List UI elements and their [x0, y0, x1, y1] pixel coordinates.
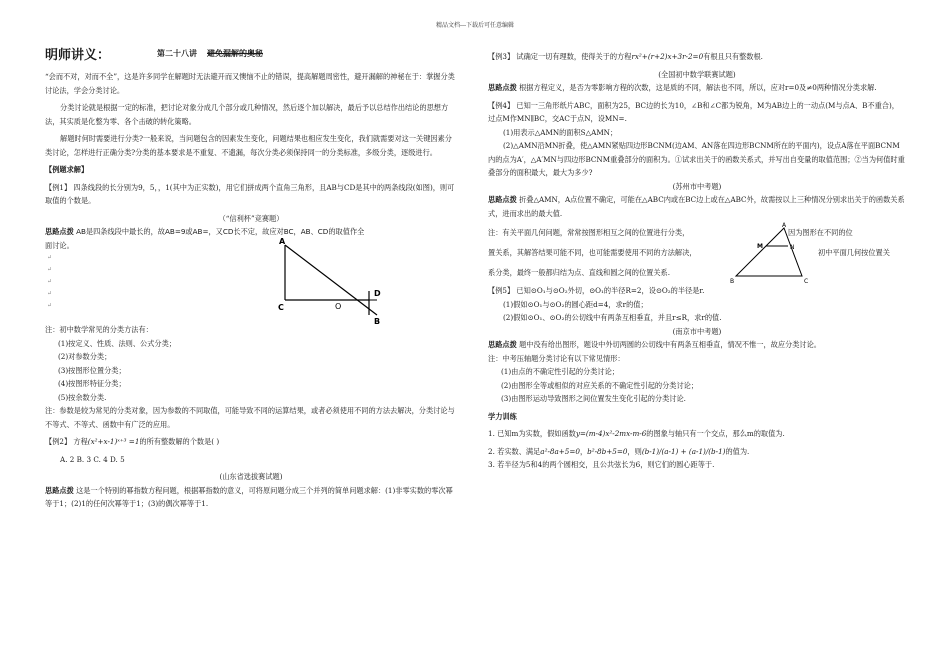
list-item: (4)按图形特征分类； — [58, 379, 126, 388]
example-3-text — [488, 50, 906, 64]
example-4-note-block — [488, 222, 906, 284]
question-1-pre: 1. 已知m为实数，假如函数 — [488, 429, 576, 438]
training-question-3: 3. 若半径为5和4的两个圆相交，且公共弦长为6，则它们的圆心距等于. — [488, 460, 715, 469]
training-question-2: 2. 若实数、满足a²-8a+5=0，b²-8b+5=0，则(b-1)/(a-1) + (a-1)/(b-1)的值为. — [488, 446, 750, 456]
question-2-post: 的值为. — [725, 446, 750, 456]
title-row — [45, 40, 457, 66]
training-heading: 学力训练 — [488, 411, 517, 421]
hint-text: 这是一个特别的幂指数方程问题，根据幂指数的意义，可将原问题分成三个并列的简单问题求解：(1)非零实数的零次幂等于1；(2)1的任何次幂等于1；(3)的偶次幂等于1. — [45, 485, 453, 508]
example-1-figure — [277, 235, 389, 325]
example-5-hint — [488, 338, 906, 352]
hint-text: 折叠△AMN，A点位置不确定，可能在△ABC内或在BC边上或在△ABC外，故需按以上三种情况分别求出关于的函数关系式，进而求出的最大值. — [488, 195, 905, 218]
example-2-hint — [45, 484, 457, 511]
question-2-pre: 2. 若实数、满足 — [488, 446, 541, 456]
note-1-list — [45, 337, 457, 405]
example-2-post: 的所有整数解的个数是( ) — [139, 437, 220, 446]
example-4-q1: (1)用表示△AMN的面积S△AMN； — [503, 127, 618, 137]
example-3-source: (全国初中数学联赛试题) — [658, 69, 736, 79]
note-1-intro: 注：初中数学常见的分类方法有： — [45, 325, 153, 334]
paragraph-mark: ↵ — [47, 290, 53, 297]
hint-label: 思路点拨 — [488, 195, 517, 204]
question-2-formula-1: a²-8a+5=0 — [540, 446, 580, 456]
label-b: B — [730, 278, 735, 284]
example-3-formula: rx²+(r+2)x+3r-2=0 — [631, 52, 704, 61]
label-o: O — [335, 302, 342, 311]
label-b: B — [374, 317, 381, 325]
label-c: C — [278, 303, 284, 312]
list-item: (1)按定义、性质、法则、公式分类； — [58, 338, 176, 348]
example-4-figure — [730, 222, 814, 284]
example-3-post: 有根且只有整数根. — [703, 52, 763, 61]
question-1-formula: y=(m-4)x²-2mx-m-6 — [575, 429, 647, 438]
example-2-pre: 【例2】 方程 — [45, 437, 88, 446]
example-4-text: 【例4】 已知一三角形纸片ABC，面积为25，BC边的长为10，∠B和∠C都为锐角，M为AB边上的一动点(M与点A、B不重合)，过点M作MN∥BC，交AC于点N，设MN=. — [488, 100, 899, 123]
list-item: (1)由点的不确定性引起的分类讨论； — [501, 367, 619, 376]
hint-label: 思路点拨 — [45, 485, 74, 495]
example-2-source: (山东省选拔赛试题) — [219, 472, 283, 481]
example-4-note-line-3: 系分类，最终一般都归结为点、直线和圆之间的位置关系. — [488, 268, 670, 277]
hint-label: 思路点拨 — [488, 340, 517, 349]
intro-paragraph-1: “会而不对，对而不全”，这是许多同学在解题时无法避开而又懊恼不止的错误，提高解题周密性，避开漏解的神秘在于：掌握分类讨论法，学会分类讨论。 — [45, 72, 455, 95]
example-4-note-line-1b: 因为图形在不同的位 — [788, 228, 853, 237]
example-5-source: (南京市中考题) — [672, 326, 722, 336]
lecture-heading — [157, 48, 263, 59]
example-1-hint-block — [45, 225, 457, 323]
page-banner: 精品文档---下载后可任意编辑 — [435, 22, 515, 29]
paragraph-mark: ↵ — [47, 278, 53, 285]
example-5-text: 【例5】 已知⊙O₁与⊙O₂外切，⊙O₁的半径R=2，设⊙O₂的半径是r. — [488, 286, 705, 295]
label-a: A — [782, 222, 787, 229]
training-question-1 — [488, 427, 906, 441]
examples-heading: 【例题求解】 — [45, 165, 89, 174]
list-item: (3)按图形位置分类； — [58, 365, 126, 375]
paragraph-marks — [45, 252, 457, 312]
hint-label: 思路点拨 — [488, 83, 517, 92]
left-column — [45, 40, 457, 511]
hint-label: 思路点拨 — [45, 227, 74, 236]
example-4-note-line-2b: 初中平面几何按位置关 — [818, 248, 890, 257]
example-2-text — [45, 435, 457, 449]
question-1-post: 的图象与轴只有一个交点，那么m的取值为. — [646, 429, 785, 438]
hint-text: 根据方程定义，是否为零影响方程的次数，这是质的不同，解法也不同，所以，应对r=0及≠0两种情况分类求解. — [519, 83, 877, 92]
example-3-pre: 【例3】 试确定一切有理数，使得关于的方程 — [488, 52, 632, 61]
paragraph-mark: ↵ — [47, 302, 53, 309]
right-column — [488, 40, 906, 472]
example-1-text: 【例1】 四条线段的长分别为9，5，，1(其中为正实数)，用它们拼成两个直角三角形，且AB与CD是其中的两条线段(如图)，则可取值的个数是。 — [45, 182, 455, 205]
example-4-source: (苏州市中考题) — [672, 181, 722, 191]
example-2-options: A. 2 B. 3 C. 4 D. 5 — [60, 454, 125, 464]
question-2-formula-3: (b-1)/(a-1) + (a-1)/(b-1) — [641, 446, 726, 456]
list-item: (2)由图形全等或相似的对应关系的不确定性引起的分类讨论； — [501, 380, 699, 390]
label-n: N — [790, 244, 795, 251]
intro-paragraph-3: 解题时何时需要进行分类?一般来说，当问题包含的因素发生变化，问题结果也相应发生变化，我们就需要对这一关键因素分类讨论，怎样进行正确分类?分类的基本要求是不重复、不遗漏，每次分类必须保持同一的分类标准，多级分类，逐级进行。 — [45, 134, 452, 157]
example-5-q1: (1)假如⊙O₁与⊙O₂的圆心距d=4，求r的值； — [503, 299, 648, 309]
example-1-source: （“信利杯”竞赛题） — [218, 213, 284, 223]
note-1-tail: 注：参数是较为常见的分类对象，因为参数的不同取值，可能导致不同的运算结果，或者必须使用不同的方法去解决，分类讨论与不等式、不等式、函数中有广泛的应用。 — [45, 406, 455, 429]
paragraph-mark: ↵ — [47, 266, 53, 273]
label-a: A — [279, 237, 286, 246]
example-3-hint — [488, 81, 906, 95]
question-2-formula-2: b²-8b+5=0 — [587, 446, 628, 456]
question-2-mid: ，则 — [627, 446, 642, 456]
example-4-q2: (2)△AMN沿MN折叠，使△AMN紧贴四边形BCNM(边AM、AN落在四边形BCNM所在的平面内)，设点A落在平面BCNM内的点为A′，△A′MN与四边形BCNM重叠部分的面积为。①试求出关于的函数关系式，并写出自变量的取值范围；②当为何值时重叠部分的面积最大，最大为多少? — [488, 141, 905, 177]
lecture-number: 第二十八讲 — [157, 49, 197, 58]
example-4-hint — [488, 193, 906, 220]
example-5-q2: (2)假如⊙O₁、⊙O₂的公切线中有两条互相垂直，并且r≤R，求r的值. — [503, 313, 722, 322]
list-item: (3)由图形运动导致图形之间位置发生变化引起的分类讨论. — [501, 394, 686, 403]
list-item: (5)按余数分类. — [58, 392, 107, 402]
label-c: C — [804, 278, 809, 284]
lecture-subtitle: 避免漏解的奥秘 — [207, 49, 263, 58]
intro-paragraph-2: 分类讨论就是根据一定的标准，把讨论对象分成几个部分或几种情况，然后逐个加以解决，最后予以总结作出结论的思想方法，其实质是化整为零、各个击破的转化策略。 — [45, 103, 449, 126]
hint-text: AB是四条线段中最长的，故AB=9或AB=，又CD长不定，故应对BC，AB、CD的取值作全面讨论。 — [45, 227, 365, 250]
label-m: M — [757, 243, 763, 250]
paragraph-mark: ↵ — [47, 254, 53, 261]
example-4-note-line-2: 置关系，其解答结果可能不同，也可能需要使用不同的方法解决， — [488, 248, 697, 257]
label-d: D — [374, 289, 381, 298]
example-2-formula: (x²+x-1)ˣ⁺³ =1 — [87, 437, 140, 446]
list-item: (2)对参数分类； — [58, 352, 112, 361]
hint-text: 题中没有给出图形，题设中外切两圆的公切线中有两条互相垂直，情况不惟一，故应分类讨论。 — [519, 340, 821, 349]
example-4-note-line-1: 注：有关平面几何问题，常常按图形相互之间的位置进行分类， — [488, 228, 690, 237]
note-5-intro: 注：中考压轴题分类讨论有以下常见情形： — [488, 353, 625, 363]
brand-title: 明师讲义： — [45, 48, 111, 63]
